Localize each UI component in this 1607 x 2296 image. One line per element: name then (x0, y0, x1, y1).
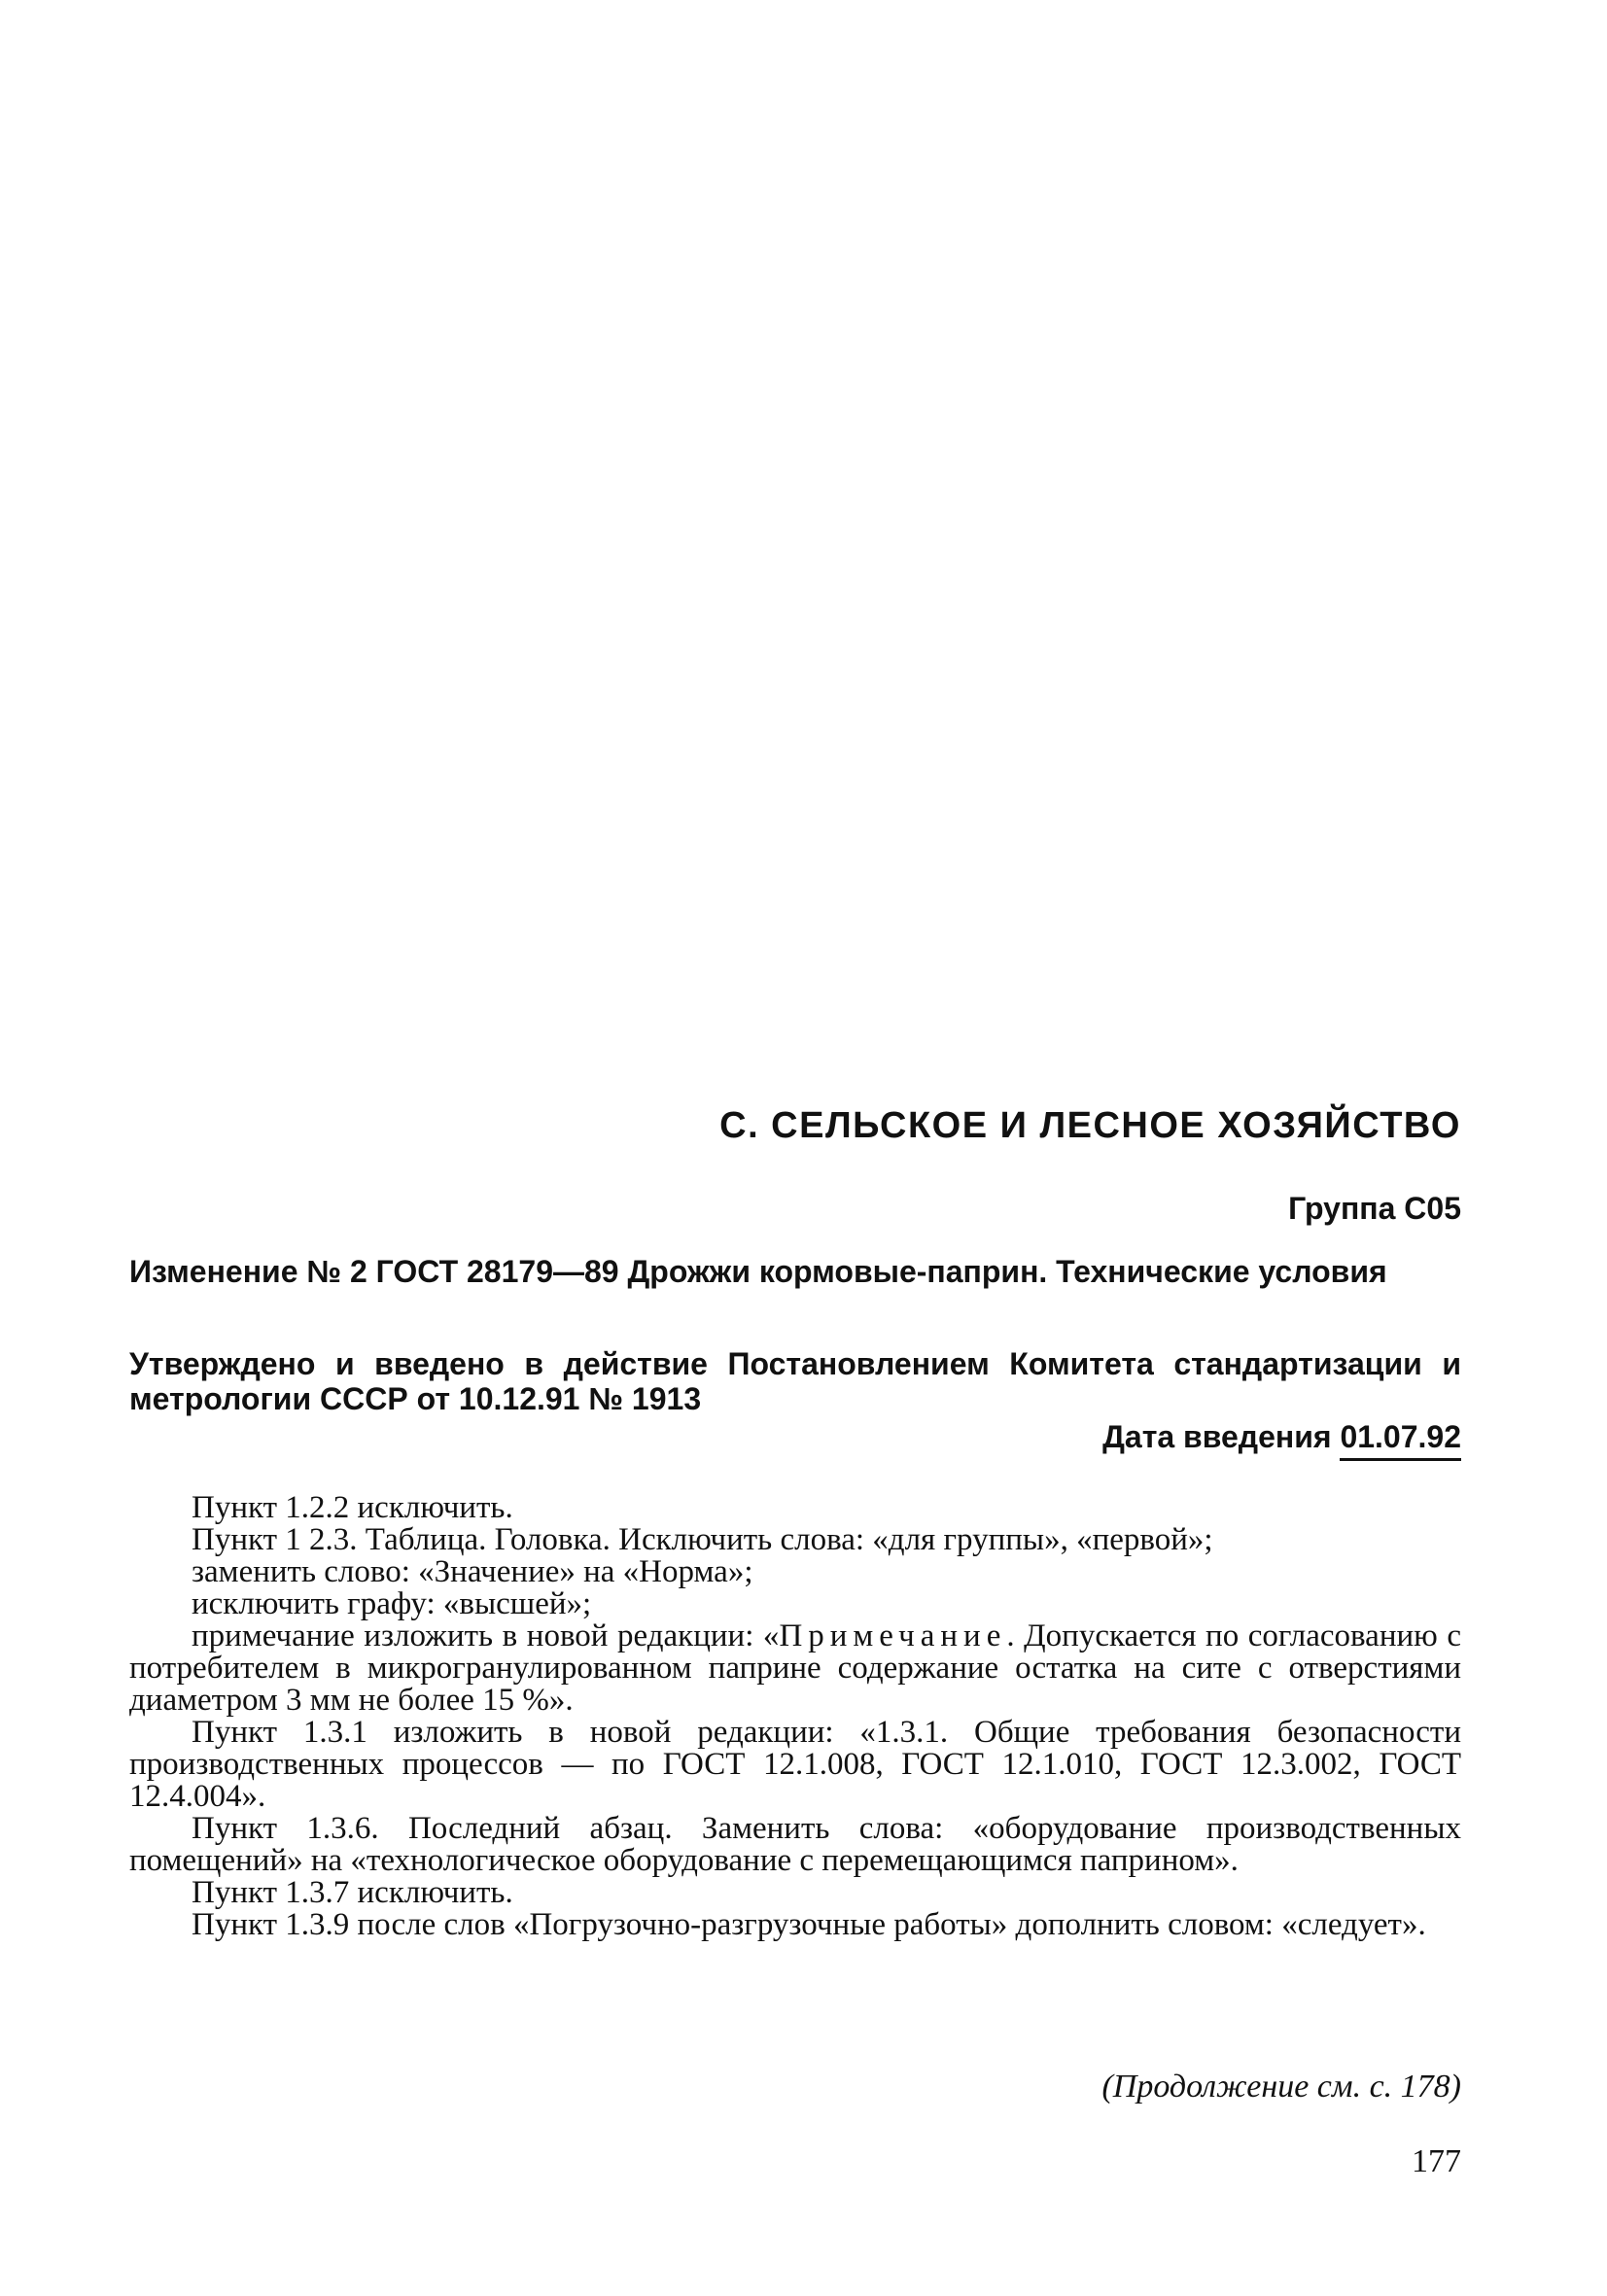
change-body (129, 1492, 1461, 1941)
note-lead: примечание изложить в новой редакции: « (192, 1618, 780, 1653)
approval-statement: Утверждено и введено в действие Постановлением Комитета стандартизации и метрологии СССР от 10.12.91 № 1913 (129, 1346, 1461, 1416)
group-code: Группа С05 (1288, 1191, 1461, 1226)
section-title: С. СЕЛЬСКОЕ И ЛЕСНОЕ ХОЗЯЙСТВО (719, 1105, 1461, 1146)
paragraph-item: Пункт 1.2.2 исключить. (192, 1490, 513, 1525)
paragraph-item: Пункт 1.3.6. Последний абзац. Заменить слова: «оборудование производственных помещений» на «технологическое оборудование с перемещающимся паприном». (129, 1811, 1461, 1878)
paragraph-item: Пункт 1.3.1 изложить в новой редакции: «1.3.1. Общие требования безопасности производственных процессов — по ГОСТ 12.1.008, ГОСТ 12.1.010, ГОСТ 12.3.002, ГОСТ 12.4.004». (129, 1715, 1461, 1814)
paragraph-item: Пункт 1 2.3. Таблица. Головка. Исключить слова: «для группы», «первой»; (192, 1522, 1213, 1557)
paragraph-item: Пункт 1.3.7 исключить. (192, 1875, 513, 1910)
paragraph-note (129, 1620, 1461, 1717)
change-title: Изменение № 2 ГОСТ 28179—89 Дрожжи кормовые-паприн. Технические условия (129, 1254, 1387, 1289)
introduction-date-value: 01.07.92 (1340, 1419, 1461, 1461)
paragraph-item: заменить слово: «Значение» на «Норма»; (192, 1554, 753, 1589)
note-text: . Допускается по согласованию с потребителем в микрогранулированном паприне содержание остатка на сите с отверстиями диаметром 3 мм не более 15 %». (129, 1618, 1462, 1718)
note-word: Примечание (779, 1618, 1007, 1653)
page-number: 177 (1412, 2143, 1461, 2179)
introduction-date (1102, 1419, 1461, 1455)
continuation-note: (Продолжение см. с. 178) (1101, 2069, 1461, 2105)
introduction-date-label: Дата введения (1102, 1419, 1332, 1454)
paragraph-item: Пункт 1.3.9 после слов «Погрузочно-разгрузочные работы» дополнить словом: «следует». (192, 1907, 1426, 1942)
paragraph-item: исключить графу: «высшей»; (192, 1586, 592, 1621)
